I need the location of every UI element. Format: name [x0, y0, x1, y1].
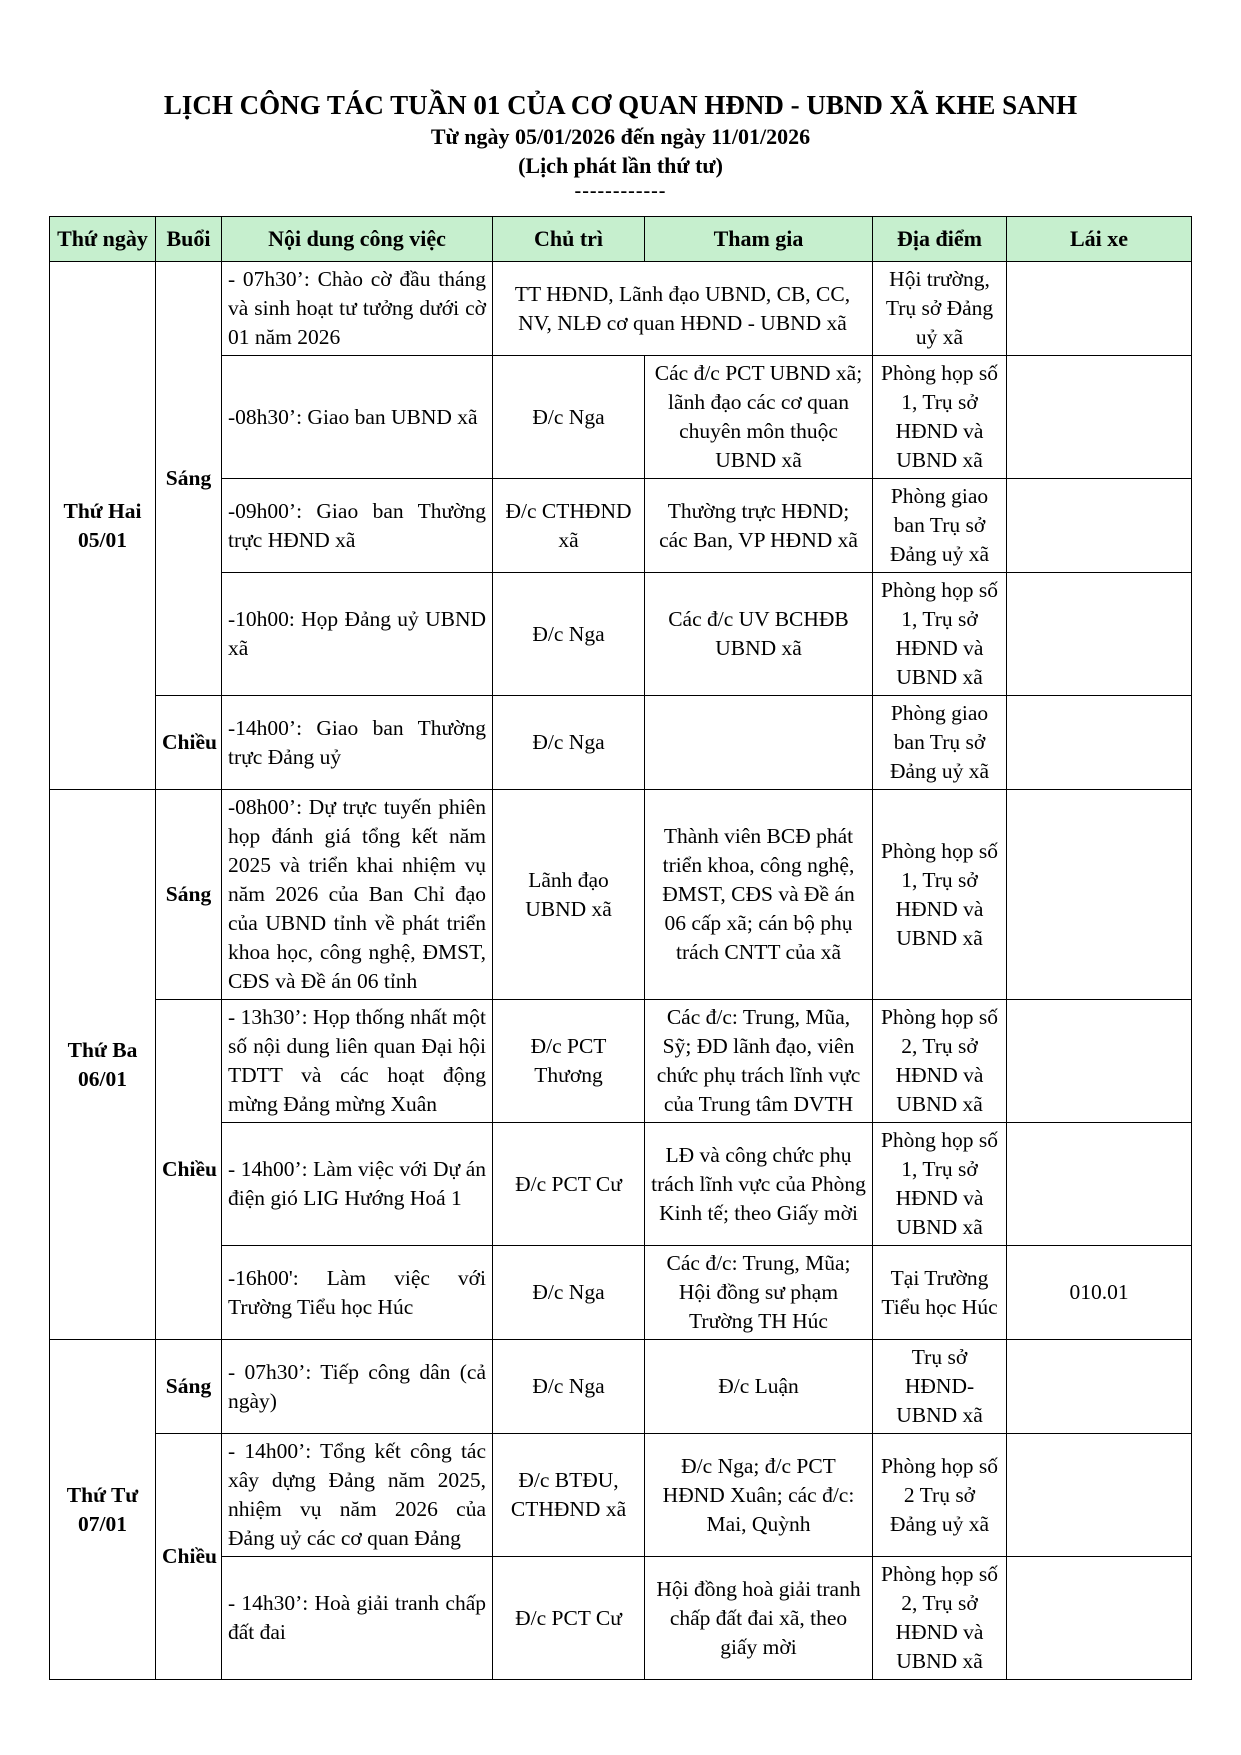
- day-label: Thứ Ba 06/01: [67, 1037, 138, 1091]
- day-cell: [50, 262, 156, 790]
- driver-cell: [1007, 1557, 1192, 1680]
- driver-cell: 010.01: [1007, 1246, 1192, 1340]
- column-header-day: Thứ ngày: [50, 217, 156, 262]
- day-label: Thứ Hai 05/01: [63, 498, 142, 552]
- participants-cell: Thành viên BCĐ phát triển khoa, công nghệ, ĐMST, CĐS và Đề án 06 cấp xã; cán bộ phụ trách CNTT của xã: [645, 790, 873, 1000]
- location-cell: Phòng giao ban Trụ sở Đảng uỷ xã: [873, 479, 1007, 573]
- task-content: - 13h30’: Họp thống nhất một số nội dung liên quan Đại hội TDTT và các hoạt động mừng Đảng mừng Xuân: [222, 1000, 493, 1123]
- date-range: Từ ngày 05/01/2026 đến ngày 11/01/2026: [430, 124, 811, 149]
- column-header-location: Địa điểm: [873, 217, 1007, 262]
- participants-cell: Đ/c Luận: [645, 1340, 873, 1434]
- task-content: - 07h30’: Chào cờ đầu tháng và sinh hoạt tư tưởng dưới cờ 01 năm 2026: [222, 262, 493, 356]
- separator-line: ------------: [574, 180, 667, 202]
- chair-cell: Đ/c CTHĐND xã: [493, 479, 645, 573]
- task-content: -08h30’: Giao ban UBND xã: [222, 356, 493, 479]
- task-content: - 14h00’: Tổng kết công tác xây dựng Đảng năm 2025, nhiệm vụ năm 2026 của Đảng uỷ các cơ quan Đảng: [222, 1434, 493, 1557]
- session-cell: Sáng: [156, 262, 222, 696]
- task-content: - 14h30’: Hoà giải tranh chấp đất đai: [222, 1557, 493, 1680]
- table-row: [50, 1000, 1192, 1123]
- table-row: [50, 1123, 1192, 1246]
- session-cell: Sáng: [156, 790, 222, 1000]
- chair-cell: Đ/c BTĐU, CTHĐND xã: [493, 1434, 645, 1557]
- location-cell: Phòng họp số 2, Trụ sở HĐND và UBND xã: [873, 1000, 1007, 1123]
- table-row: [50, 790, 1192, 1000]
- chair-cell: Đ/c Nga: [493, 1340, 645, 1434]
- table-header-row: [50, 217, 1192, 262]
- participants-cell: [645, 696, 873, 790]
- chair-cell: Đ/c PCT Cư: [493, 1557, 645, 1680]
- task-content: - 07h30’: Tiếp công dân (cả ngày): [222, 1340, 493, 1434]
- driver-cell: [1007, 262, 1192, 356]
- column-header-chair: Chủ trì: [493, 217, 645, 262]
- session-cell: Chiều: [156, 1434, 222, 1680]
- driver-cell: [1007, 790, 1192, 1000]
- driver-cell: [1007, 696, 1192, 790]
- task-content: -09h00’: Giao ban Thường trực HĐND xã: [222, 479, 493, 573]
- participants-cell: Các đ/c PCT UBND xã; lãnh đạo các cơ quan chuyên môn thuộc UBND xã: [645, 356, 873, 479]
- table-row: [50, 1434, 1192, 1557]
- chair-cell: Đ/c Nga: [493, 1246, 645, 1340]
- task-content: -10h00: Họp Đảng uỷ UBND xã: [222, 573, 493, 696]
- driver-cell: [1007, 1123, 1192, 1246]
- location-cell: Phòng họp số 1, Trụ sở HĐND và UBND xã: [873, 1123, 1007, 1246]
- task-content: -08h00’: Dự trực tuyến phiên họp đánh giá tổng kết năm 2025 và triển khai nhiệm vụ năm 2026 của Ban Chỉ đạo của UBND tỉnh về phát triển khoa học, công nghệ, ĐMST, CĐS và Đề án 06 tỉnh: [222, 790, 493, 1000]
- location-cell: Hội trường, Trụ sở Đảng uỷ xã: [873, 262, 1007, 356]
- participants-cell: Thường trực HĐND; các Ban, VP HĐND xã: [645, 479, 873, 573]
- chair-cell: Đ/c Nga: [493, 573, 645, 696]
- table-row: [50, 356, 1192, 479]
- participants-cell: Các đ/c: Trung, Mũa, Sỹ; ĐD lãnh đạo, viên chức phụ trách lĩnh vực của Trung tâm DVTH: [645, 1000, 873, 1123]
- table-row: [50, 696, 1192, 790]
- table-row: [50, 479, 1192, 573]
- day-cell: [50, 1340, 156, 1680]
- participants-cell: LĐ và công chức phụ trách lĩnh vực của Phòng Kinh tế; theo Giấy mời: [645, 1123, 873, 1246]
- location-cell: Phòng họp số 2, Trụ sở HĐND và UBND xã: [873, 1557, 1007, 1680]
- table-row: [50, 573, 1192, 696]
- location-cell: Phòng giao ban Trụ sở Đảng uỷ xã: [873, 696, 1007, 790]
- participants-cell: Hội đồng hoà giải tranh chấp đất đai xã, theo giấy mời: [645, 1557, 873, 1680]
- issue-note: (Lịch phát lần thứ tư): [518, 153, 723, 178]
- session-cell: Sáng: [156, 1340, 222, 1434]
- column-header-session: Buổi: [156, 217, 222, 262]
- location-cell: Phòng họp số 2 Trụ sở Đảng uỷ xã: [873, 1434, 1007, 1557]
- chair-cell: Lãnh đạo UBND xã: [493, 790, 645, 1000]
- session-cell: Chiều: [156, 696, 222, 790]
- driver-cell: [1007, 1000, 1192, 1123]
- chair-cell: Đ/c PCT Thương: [493, 1000, 645, 1123]
- table-row: [50, 1340, 1192, 1434]
- schedule-table: [49, 216, 1192, 1680]
- column-header-content: Nội dung công việc: [222, 217, 493, 262]
- location-cell: Tại Trường Tiểu học Húc: [873, 1246, 1007, 1340]
- driver-cell: [1007, 573, 1192, 696]
- driver-cell: [1007, 356, 1192, 479]
- location-cell: Phòng họp số 1, Trụ sở HĐND và UBND xã: [873, 356, 1007, 479]
- document-title: LỊCH CÔNG TÁC TUẦN 01 CỦA CƠ QUAN HĐND - UBND XÃ KHE SANH: [163, 90, 1078, 120]
- task-content: -16h00': Làm việc với Trường Tiểu học Húc: [222, 1246, 493, 1340]
- driver-cell: [1007, 1434, 1192, 1557]
- location-cell: Trụ sở HĐND-UBND xã: [873, 1340, 1007, 1434]
- table-row: [50, 262, 1192, 356]
- participants-cell: Đ/c Nga; đ/c PCT HĐND Xuân; các đ/c: Mai, Quỳnh: [645, 1434, 873, 1557]
- task-content: - 14h00’: Làm việc với Dự án điện gió LIG Hướng Hoá 1: [222, 1123, 493, 1246]
- column-header-participants: Tham gia: [645, 217, 873, 262]
- participants-cell: Các đ/c: Trung, Mũa; Hội đồng sư phạm Trường TH Húc: [645, 1246, 873, 1340]
- day-label: Thứ Tư 07/01: [66, 1482, 139, 1536]
- table-row: [50, 1557, 1192, 1680]
- task-content: -14h00’: Giao ban Thường trực Đảng uỷ: [222, 696, 493, 790]
- session-cell: Chiều: [156, 1000, 222, 1340]
- participants-cell: Các đ/c UV BCHĐB UBND xã: [645, 573, 873, 696]
- chair-cell: Đ/c Nga: [493, 356, 645, 479]
- chair-cell: Đ/c Nga: [493, 696, 645, 790]
- day-cell: [50, 790, 156, 1340]
- driver-cell: [1007, 1340, 1192, 1434]
- column-header-driver: Lái xe: [1007, 217, 1192, 262]
- table-row: [50, 1246, 1192, 1340]
- location-cell: Phòng họp số 1, Trụ sở HĐND và UBND xã: [873, 573, 1007, 696]
- location-cell: Phòng họp số 1, Trụ sở HĐND và UBND xã: [873, 790, 1007, 1000]
- driver-cell: [1007, 479, 1192, 573]
- chair-and-participants: TT HĐND, Lãnh đạo UBND, CB, CC, NV, NLĐ cơ quan HĐND - UBND xã: [493, 262, 873, 356]
- chair-cell: Đ/c PCT Cư: [493, 1123, 645, 1246]
